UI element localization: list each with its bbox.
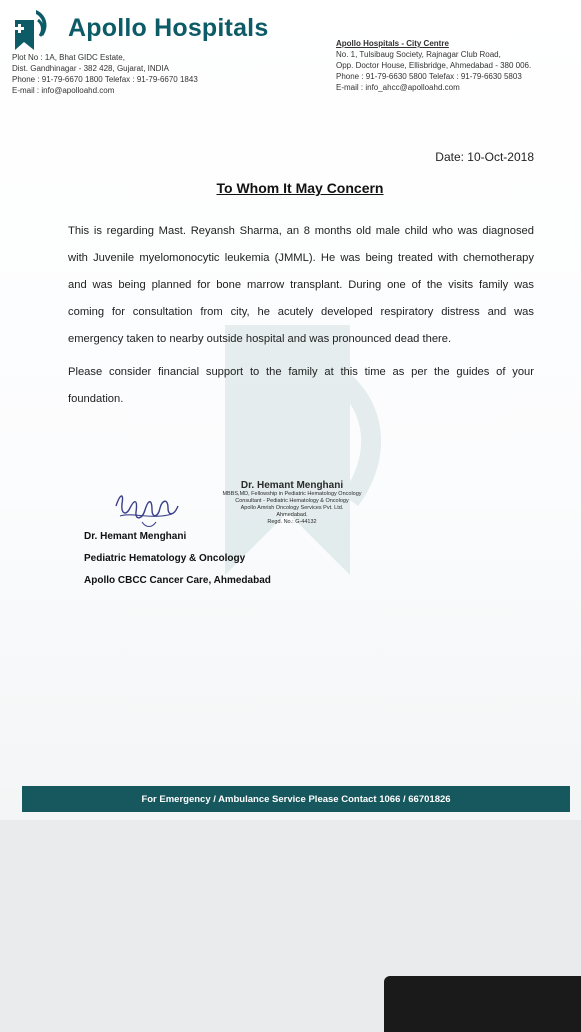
branch-name: Apollo Hospitals - City Centre bbox=[336, 39, 449, 48]
stamp-line: MBBS,MD, Fellowship in Pediatric Hematology Oncology bbox=[222, 491, 362, 497]
emergency-contact-text: For Emergency / Ambulance Service Please Contact 1066 / 66701826 bbox=[141, 793, 451, 805]
address-line: Opp. Doctor House, Ellisbridge, Ahmedabad - 380 006. bbox=[336, 61, 532, 70]
right-address-block bbox=[336, 38, 531, 93]
body-paragraph: This is regarding Mast. Reyansh Sharma, an 8 months old male child who was diagnosed with Juvenile myelomonocytic leukemia (JMML). He was being treated with chemotherapy and was being planned for bone marrow transplant. During one of the visits family was coming for consultation from city, he acutely developed respiratory distress and was emergency taken to nearby outside hospital and was pronounced dead there. bbox=[68, 225, 534, 345]
address-line: Dist. Gandhinagar - 382 428, Gujarat, INDIA bbox=[12, 64, 169, 73]
address-line: Phone : 91-79-6670 1800 Telefax : 91-79-6670 1843 bbox=[12, 75, 198, 84]
stamp-line: Apollo Amrish Oncology Services Pvt. Ltd. bbox=[240, 505, 344, 511]
doctor-stamp bbox=[204, 480, 380, 526]
email-line: E-mail : info_ahcc@apolloahd.com bbox=[336, 83, 460, 92]
signatory-name: Dr. Hemant Menghani bbox=[84, 531, 187, 542]
letter-title: To Whom It May Concern bbox=[216, 180, 384, 196]
left-address-block bbox=[12, 52, 198, 96]
email-line: E-mail : info@apolloahd.com bbox=[12, 86, 115, 95]
signatory-block bbox=[84, 526, 271, 592]
address-line: Phone : 91-79-6630 5800 Telefax : 91-79-6630 5803 bbox=[336, 72, 522, 81]
apollo-logo-icon bbox=[12, 6, 52, 52]
dark-object-corner bbox=[384, 976, 581, 1032]
stamp-line: Consultant - Pediatric Hematology & Oncology bbox=[235, 498, 349, 504]
brand-name: Apollo Hospitals bbox=[68, 14, 269, 42]
stamp-line: Ahmedabad. bbox=[276, 512, 308, 518]
signatory-institution: Apollo CBCC Cancer Care, Ahmedabad bbox=[84, 575, 271, 586]
emergency-footer-bar bbox=[22, 786, 570, 812]
address-line: No. 1, Tulsibaug Society, Rajnagar Club Road, bbox=[336, 50, 501, 59]
letter-body bbox=[68, 218, 534, 419]
stamp-line: Regd. No.: G-44132 bbox=[267, 519, 317, 525]
signatory-department: Pediatric Hematology & Oncology bbox=[84, 553, 246, 564]
body-paragraph: Please consider financial support to the family at this time as per the guides of your foundation. bbox=[68, 366, 534, 405]
stamp-name: Dr. Hemant Menghani bbox=[240, 480, 344, 491]
address-line: Plot No : 1A, Bhat GIDC Estate, bbox=[12, 53, 125, 62]
letter-date: Date: 10-Oct-2018 bbox=[435, 150, 534, 164]
